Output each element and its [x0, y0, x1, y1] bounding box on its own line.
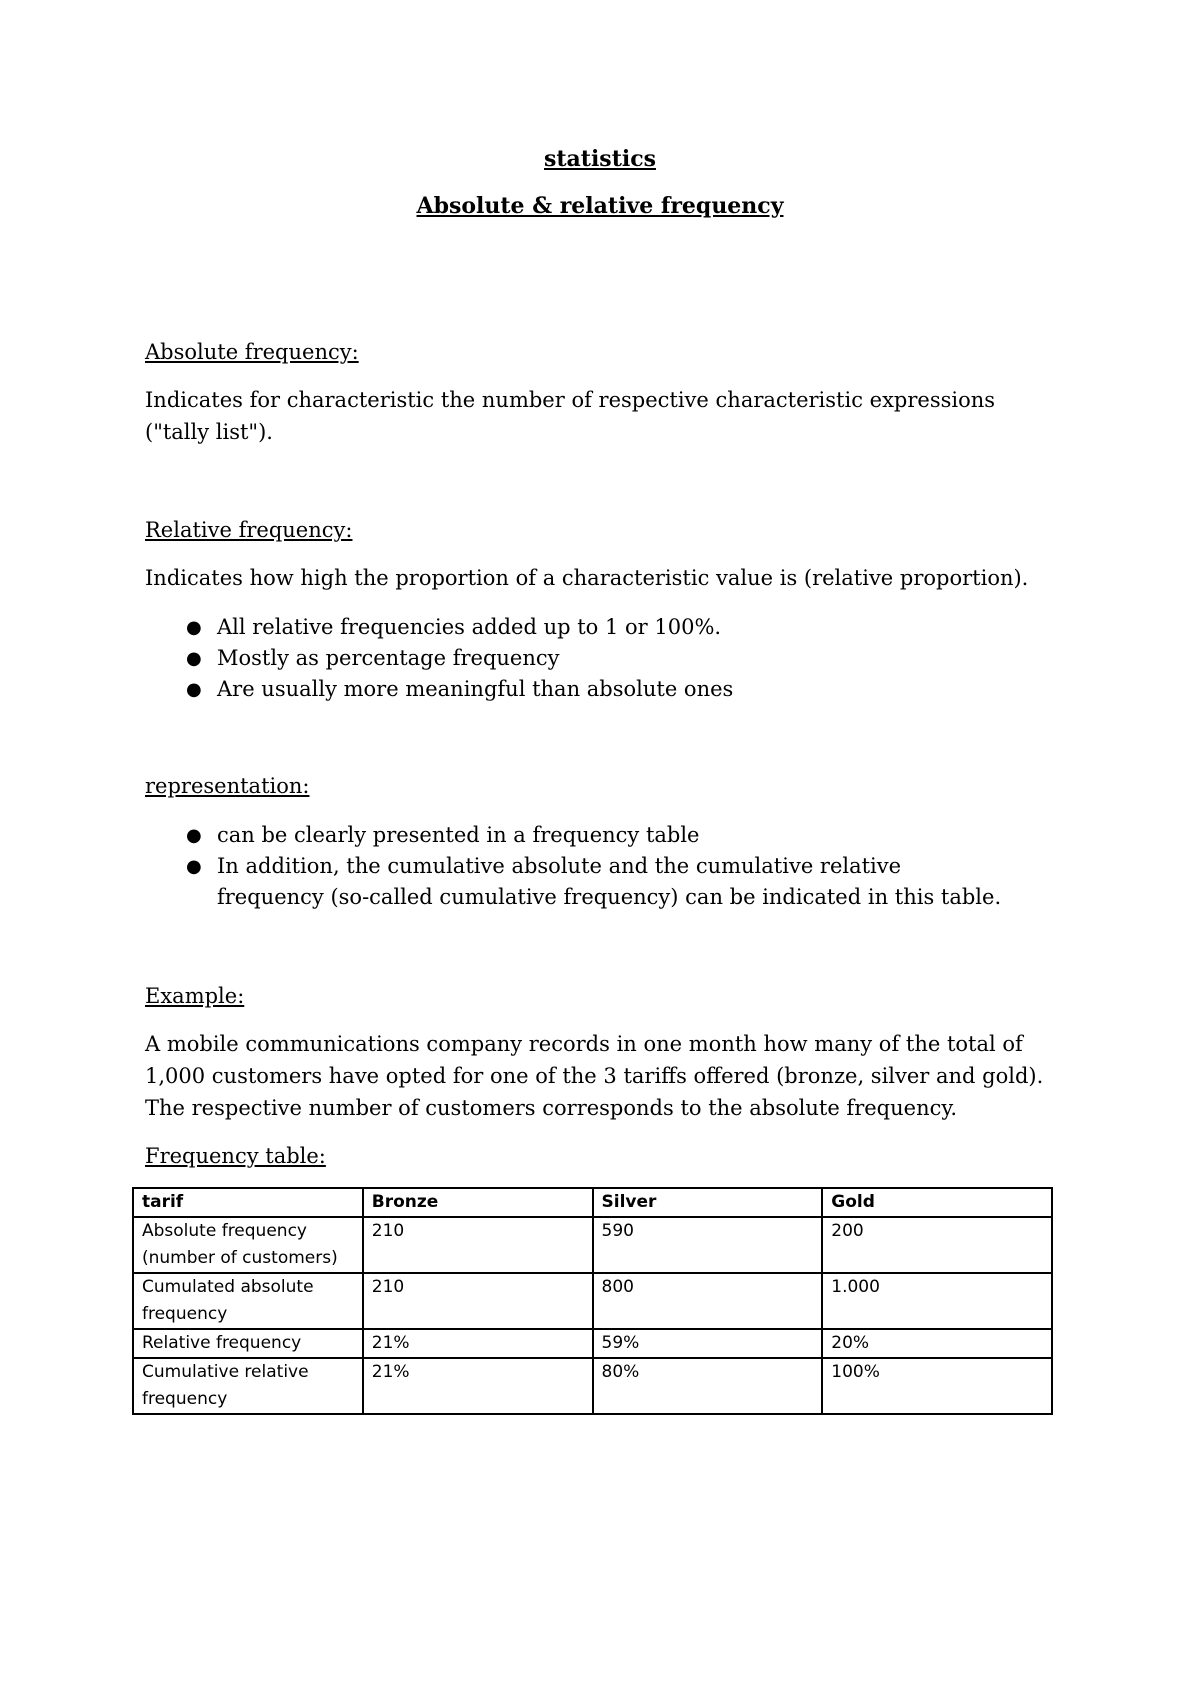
- table-cell: 21%: [363, 1329, 593, 1358]
- list-item-text: In addition, the cumulative absolute and the cumulative relative frequency (so-called cumulative frequency) can be indicated in this table.: [217, 854, 1002, 909]
- list-item: [145, 612, 1045, 643]
- table-cell: 210: [363, 1217, 593, 1273]
- document-title: statistics: [543, 146, 656, 172]
- absolute-frequency-heading: Absolute frequency:: [145, 340, 359, 364]
- table-header-cell: Bronze: [363, 1188, 593, 1217]
- table-header-cell: Gold: [822, 1188, 1052, 1217]
- bullet-icon: ●: [186, 679, 202, 700]
- list-item-text: can be clearly presented in a frequency table: [217, 823, 700, 847]
- list-item: [145, 643, 1045, 674]
- example-text: A mobile communications company records in one month how many of the total of 1,000 customers have opted for one of the 3 tariffs offered (bronze, silver and gold). The respective number of customers corresponds to the absolute frequency.: [145, 1032, 1044, 1120]
- table-header-cell: tarif: [133, 1188, 363, 1217]
- list-item-text: All relative frequencies added up to 1 or 100%.: [217, 615, 722, 639]
- frequency-table: [132, 1187, 1053, 1415]
- table-cell: 590: [593, 1217, 823, 1273]
- table-row: [133, 1217, 1052, 1273]
- frequency-table-heading: Frequency table:: [145, 1144, 326, 1168]
- table-cell: 100%: [822, 1358, 1052, 1414]
- table-cell: 210: [363, 1273, 593, 1329]
- bullet-icon: ●: [186, 825, 202, 846]
- bullet-icon: ●: [186, 856, 202, 877]
- absolute-frequency-text: Indicates for characteristic the number of respective characteristic expressions ("tally list").: [145, 388, 996, 444]
- representation-heading: representation:: [145, 774, 310, 798]
- table-cell: 1.000: [822, 1273, 1052, 1329]
- table-cell: Cumulative relative frequency: [133, 1358, 363, 1414]
- list-item: [145, 674, 1045, 705]
- table-cell: 80%: [593, 1358, 823, 1414]
- list-item-text: Are usually more meaningful than absolute ones: [217, 677, 734, 701]
- table-cell: 800: [593, 1273, 823, 1329]
- table-cell: 200: [822, 1217, 1052, 1273]
- table-cell: 21%: [363, 1358, 593, 1414]
- list-item: [145, 820, 1045, 851]
- relative-frequency-heading: Relative frequency:: [145, 518, 353, 542]
- example-heading: Example:: [145, 984, 245, 1008]
- document-subtitle: Absolute & relative frequency: [416, 193, 784, 219]
- table-cell: Absolute frequency (number of customers): [133, 1217, 363, 1273]
- bullet-icon: ●: [186, 648, 202, 669]
- table-header-cell: Silver: [593, 1188, 823, 1217]
- table-row: [133, 1329, 1052, 1358]
- table-cell: 59%: [593, 1329, 823, 1358]
- bullet-icon: ●: [186, 617, 202, 638]
- table-row: [133, 1358, 1052, 1414]
- table-cell: 20%: [822, 1329, 1052, 1358]
- relative-frequency-list: [145, 612, 1045, 705]
- table-header-row: [133, 1188, 1052, 1217]
- table-cell: Relative frequency: [133, 1329, 363, 1358]
- relative-frequency-text: Indicates how high the proportion of a characteristic value is (relative proportion).: [145, 566, 1029, 590]
- representation-list: [145, 820, 1045, 913]
- list-item: [145, 851, 1045, 913]
- table-cell: Cumulated absolute frequency: [133, 1273, 363, 1329]
- list-item-text: Mostly as percentage frequency: [217, 646, 560, 670]
- table-row: [133, 1273, 1052, 1329]
